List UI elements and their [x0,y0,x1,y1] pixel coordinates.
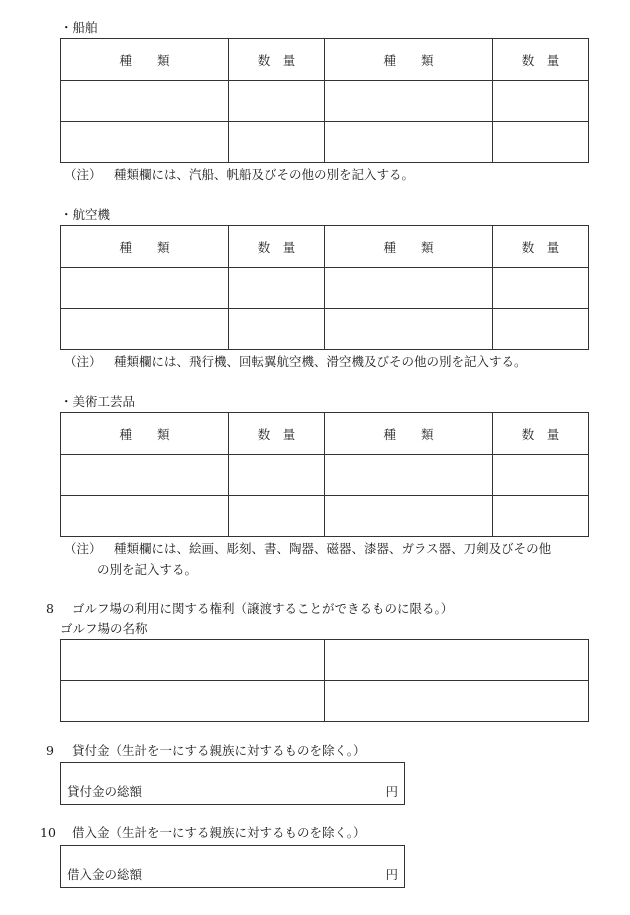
art-section-title: ・美術工芸品 [60,394,136,409]
borrowing-total-label: 借入金の総額 [67,867,143,882]
golf-name-label: ゴルフ場の名称 [60,621,148,636]
table-row [61,122,589,163]
input-cell[interactable] [61,81,229,122]
input-cell[interactable] [325,681,589,722]
input-cell[interactable] [325,122,493,163]
header-quantity-1: 数 量 [229,39,325,81]
table-row [61,268,589,309]
ship-section-title: ・船舶 [60,20,98,35]
golf-section-title: ゴルフ場の利用に関する権利（譲渡することができるものに限る。） [72,601,454,616]
aircraft-table-header [61,226,589,268]
input-cell[interactable] [61,455,229,496]
table-row [61,455,589,496]
loan-section-heading [46,743,366,759]
input-cell[interactable] [229,268,325,309]
aircraft-note [64,352,527,371]
input-cell[interactable] [229,122,325,163]
input-cell[interactable] [229,496,325,537]
input-cell[interactable] [229,309,325,350]
note-label: （注） [64,354,102,369]
golf-section-heading [46,601,453,617]
input-cell[interactable] [493,309,589,350]
note-text: 種類欄には、飛行機、回転翼航空機、滑空機及びその他の別を記入する。 [114,354,527,369]
borrowing-total-field[interactable] [60,845,405,888]
art-note-line2: の別を記入する。 [97,562,198,577]
note-text-line1: 種類欄には、絵画、彫刻、書、陶器、磁器、漆器、ガラス器、刀剣及びその他 [114,541,552,556]
art-note [64,539,551,558]
header-type-2: 種 類 [325,226,493,268]
ship-table [60,38,589,163]
loan-total-label: 貸付金の総額 [67,784,143,799]
header-type-2: 種 類 [325,39,493,81]
input-cell[interactable] [493,268,589,309]
header-type-1: 種 類 [61,39,229,81]
yen-unit: 円 [385,784,398,799]
table-row [61,81,589,122]
section-number: 10 [40,825,56,840]
input-cell[interactable] [493,122,589,163]
header-quantity-1: 数 量 [229,413,325,455]
loan-section-title: 貸付金（生計を一にする親族に対するものを除く。） [72,743,366,758]
header-type-1: 種 類 [61,413,229,455]
table-row [61,681,589,722]
golf-table [60,639,589,722]
borrowing-section-title: 借入金（生計を一にする親族に対するものを除く。） [72,825,366,840]
header-type-2: 種 類 [325,413,493,455]
input-cell[interactable] [61,268,229,309]
input-cell[interactable] [61,496,229,537]
loan-total-field[interactable] [60,762,405,805]
input-cell[interactable] [493,455,589,496]
input-cell[interactable] [325,496,493,537]
section-number: 9 [46,743,54,758]
ship-table-header [61,39,589,81]
input-cell[interactable] [229,455,325,496]
note-text: 種類欄には、汽船、帆船及びその他の別を記入する。 [114,167,415,182]
input-cell[interactable] [61,640,325,681]
input-cell[interactable] [325,455,493,496]
header-quantity-2: 数 量 [493,226,589,268]
aircraft-table [60,225,589,350]
header-quantity-1: 数 量 [229,226,325,268]
art-table-header [61,413,589,455]
input-cell[interactable] [61,681,325,722]
input-cell[interactable] [325,309,493,350]
note-label: （注） [64,167,102,182]
input-cell[interactable] [61,309,229,350]
input-cell[interactable] [325,81,493,122]
input-cell[interactable] [325,268,493,309]
header-type-1: 種 類 [61,226,229,268]
header-quantity-2: 数 量 [493,39,589,81]
yen-unit: 円 [385,867,398,882]
table-row [61,640,589,681]
table-row [61,496,589,537]
section-number: 8 [46,601,54,616]
input-cell[interactable] [61,122,229,163]
input-cell[interactable] [493,81,589,122]
input-cell[interactable] [325,640,589,681]
header-quantity-2: 数 量 [493,413,589,455]
input-cell[interactable] [229,81,325,122]
borrowing-section-heading [40,825,366,841]
note-label: （注） [64,541,102,556]
ship-note [64,165,414,184]
art-table [60,412,589,537]
table-row [61,309,589,350]
input-cell[interactable] [493,496,589,537]
aircraft-section-title: ・航空機 [60,207,111,222]
